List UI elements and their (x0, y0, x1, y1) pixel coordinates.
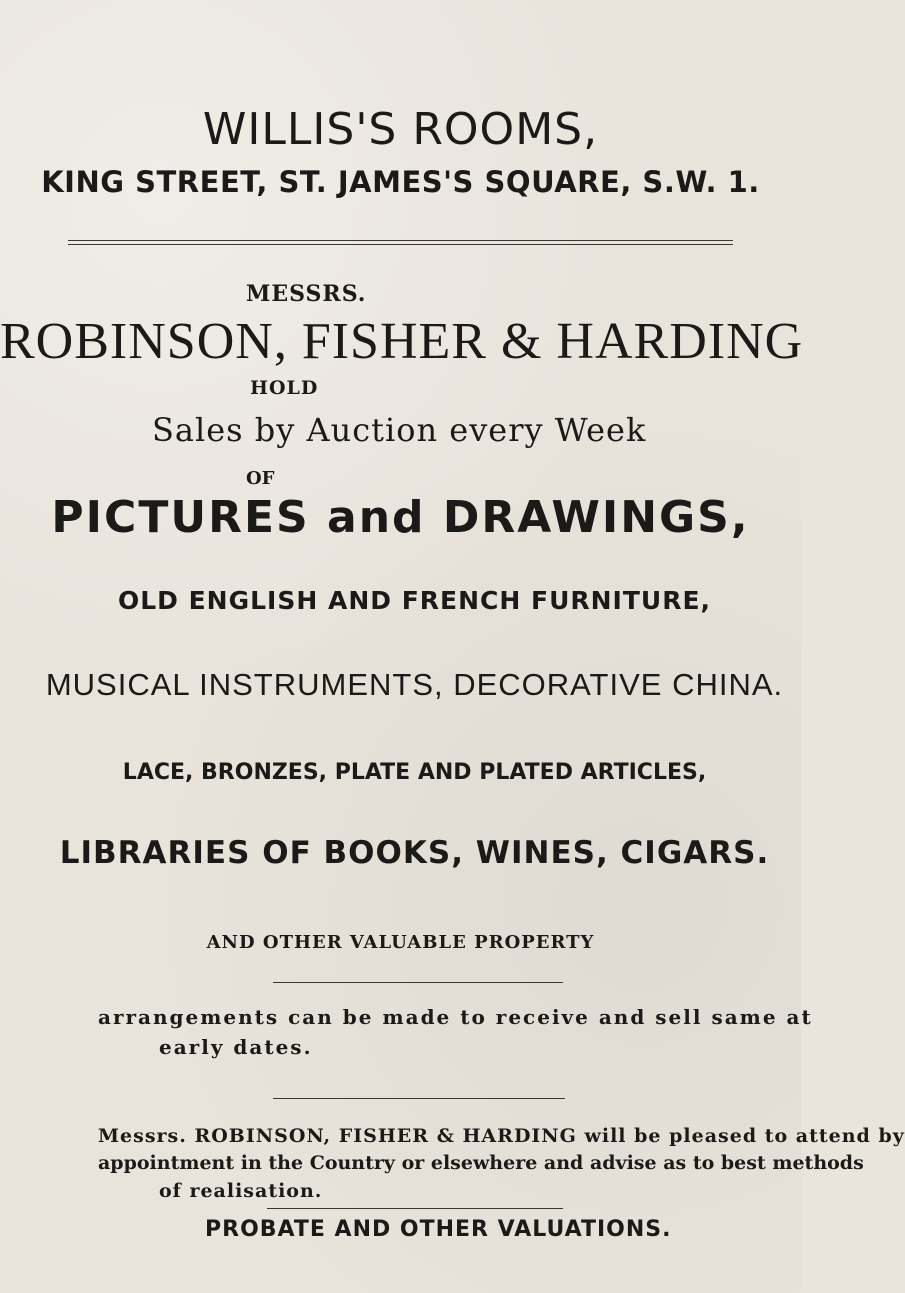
item-musical: MUSICAL INSTRUMENTS, DECORATIVE CHINA. (45, 667, 784, 702)
of-label: OF (246, 468, 275, 489)
sales-line: Sales by Auction every Week (152, 411, 647, 449)
header-divider (68, 240, 733, 245)
other-property-line: AND OTHER VALUABLE PROPERTY (206, 932, 595, 953)
item-lace: LACE, BRONZES, PLATE AND PLATED ARTICLES, (122, 760, 707, 785)
appointment-line-1: Messrs. ROBINSON, FISHER & HARDING will be pleased to attend by (98, 1125, 905, 1147)
appointment-line-2: appointment in the Country or elsewhere and advise as to best methods (98, 1152, 864, 1174)
arrangements-line-2: early dates. (159, 1035, 313, 1059)
item-furniture: OLD ENGLISH AND FRENCH FURNITURE, (117, 586, 712, 615)
probate-line: PROBATE AND OTHER VALUATIONS. (205, 1217, 672, 1242)
divider (267, 1208, 563, 1209)
item-libraries: LIBRARIES OF BOOKS, WINES, CIGARS. (59, 835, 770, 871)
divider (273, 1098, 565, 1099)
item-pictures: PICTURES and DRAWINGS, (51, 492, 750, 543)
divider (273, 982, 563, 983)
hold-label: HOLD (250, 377, 319, 399)
appointment-line-3: of realisation. (159, 1180, 323, 1202)
firm-name: ROBINSON, FISHER & HARDING (0, 313, 804, 370)
document-subtitle: KING STREET, ST. JAMES'S SQUARE, S.W. 1. (41, 165, 760, 199)
messrs-label: MESSRS. (246, 281, 367, 307)
document-title: WILLIS'S ROOMS, (202, 104, 599, 155)
arrangements-line-1: arrangements can be made to receive and sell same at (98, 1005, 813, 1029)
